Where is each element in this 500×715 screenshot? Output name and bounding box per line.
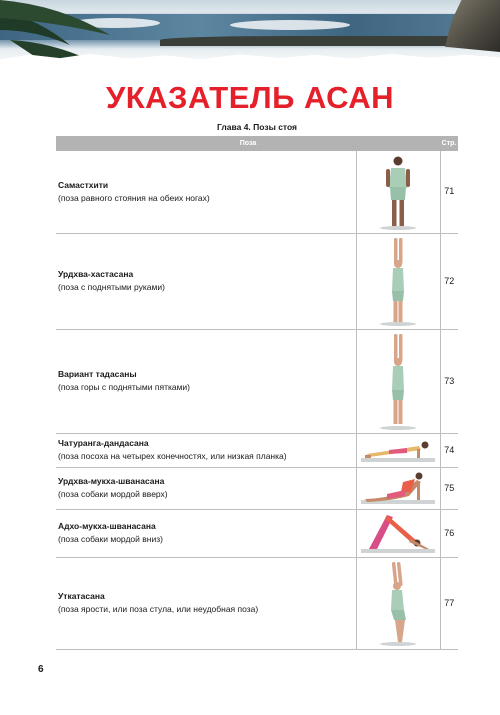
asana-index-table [56, 136, 458, 650]
table-row [56, 509, 458, 557]
page-ref: 76 [440, 509, 458, 557]
table-row [56, 433, 458, 467]
column-header-page: Стр. [440, 136, 458, 151]
beach-banner [0, 0, 500, 68]
asana-description: (поза ярости, или поза стула, или неудобная поза) [58, 604, 259, 614]
low-plank-figure-icon [359, 436, 437, 464]
chapter-heading: Глава 4. Позы стоя [216, 122, 298, 132]
table-row [56, 467, 458, 509]
palm-leaves-icon [0, 0, 140, 60]
asana-name: Уткатасана [58, 591, 105, 601]
rock-image [445, 0, 500, 52]
page-number: 6 [38, 664, 44, 675]
page-title: УКАЗАТЕЛЬ АСАН [105, 80, 395, 115]
asana-description: (поза собаки мордой вниз) [58, 534, 163, 544]
asana-description: (поза с поднятыми руками) [58, 282, 165, 292]
asana-description: (поза горы с поднятыми пятками) [58, 382, 191, 392]
asana-name: Адхо-мукха-шванасана [58, 521, 156, 531]
page-ref: 71 [440, 151, 458, 233]
page-ref: 72 [440, 233, 458, 329]
asana-name: Урдхва-мукха-шванасана [58, 476, 165, 486]
asana-name: Вариант тадасаны [58, 369, 137, 379]
page-ref: 77 [440, 557, 458, 649]
column-header-pose: Поза [56, 136, 440, 151]
asana-description: (поза собаки мордой вверх) [58, 489, 168, 499]
table-row [56, 151, 458, 233]
asana-description: (поза равного стояния на обеих ногах) [58, 192, 210, 203]
standing-pose-figure-icon [378, 154, 418, 230]
table-row [56, 557, 458, 649]
asana-name: Урдхва-хастасана [58, 269, 134, 279]
page-ref: 73 [440, 329, 458, 433]
tiptoe-arms-raised-figure-icon [378, 332, 418, 430]
page-ref: 75 [440, 467, 458, 509]
chair-pose-figure-icon [378, 560, 418, 646]
table-row [56, 233, 458, 329]
asana-name: Самастхити [58, 179, 109, 190]
upward-dog-figure-icon [359, 470, 437, 506]
table-row [56, 329, 458, 433]
page-ref: 74 [440, 433, 458, 467]
asana-name: Чатуранга-дандасана [58, 438, 149, 448]
downward-dog-figure-icon [359, 511, 437, 555]
asana-description: (поза посоха на четырех конечностях, или низкая планка) [58, 451, 287, 461]
arms-raised-figure-icon [378, 236, 418, 326]
